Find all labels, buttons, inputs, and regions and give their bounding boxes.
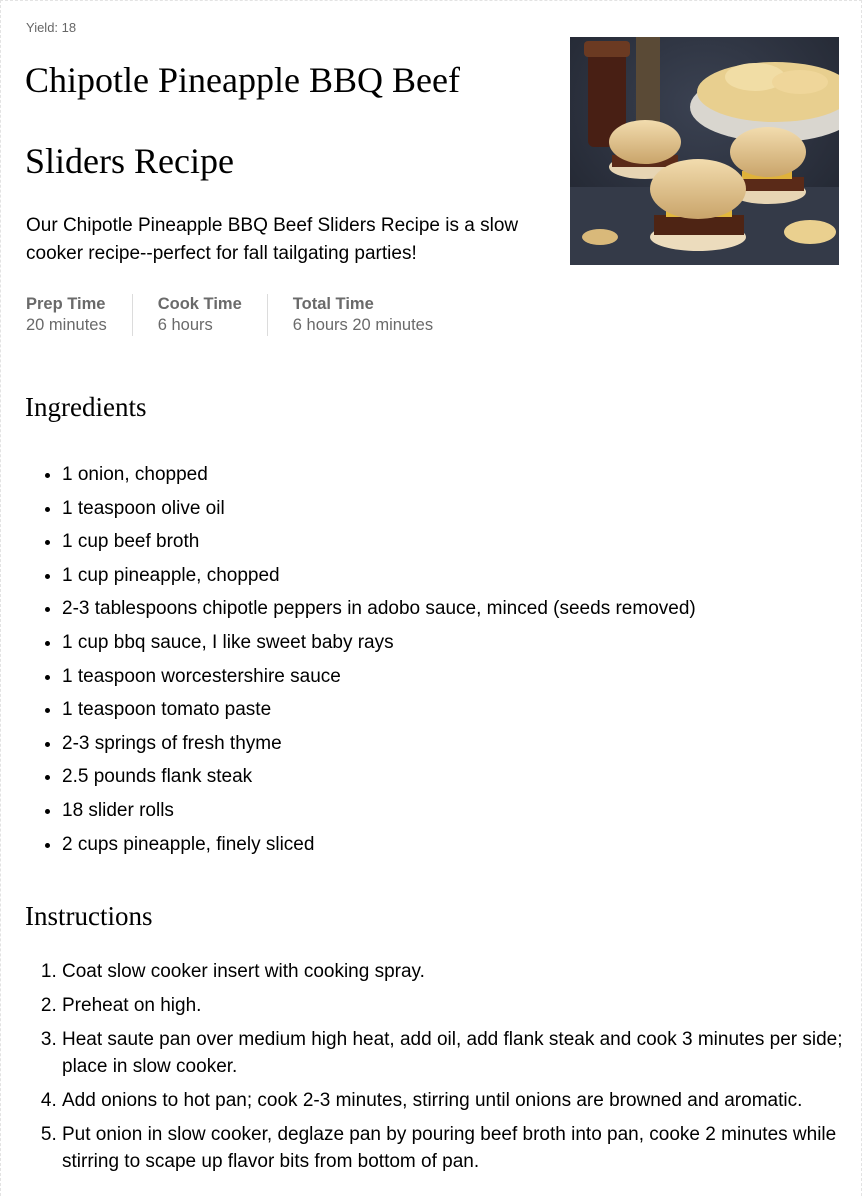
time-value: 20 minutes	[26, 316, 107, 334]
ingredient-item: • 1 onion, chopped	[62, 458, 862, 492]
ingredients-list	[26, 458, 862, 861]
ingredient-item: • 1 cup bbq sauce, I like sweet baby rays	[62, 626, 862, 660]
ingredient-item: • 1 teaspoon worcestershire sauce	[62, 660, 862, 694]
time-value: 6 hours	[157, 316, 213, 334]
recipe-title: Chipotle Pineapple BBQ Beef Sliders Recipe	[25, 60, 460, 181]
ingredient-item: • 1 cup pineapple, chopped	[62, 559, 862, 593]
time-value: 6 hours 20 minutes	[292, 316, 434, 334]
ingredient-item: • 1 teaspoon tomato paste	[62, 693, 862, 727]
total-time	[267, 294, 458, 336]
ingredient-item: • 2-3 tablespoons chipotle peppers in adobo sauce, minced (seeds removed)	[62, 592, 862, 626]
instruction-step: 5. Put onion in slow cooker, deglaze pan by pouring beef broth into pan, cooke 2 minutes while stirring to scape up flavor bits from bottom of pan.	[62, 1121, 862, 1175]
ingredient-item: • 1 teaspoon olive oil	[62, 492, 862, 526]
ingredient-item: • 2.5 pounds flank steak	[62, 760, 862, 794]
recipe-times	[26, 294, 458, 336]
sliders-photo-illustration	[570, 37, 839, 265]
ingredient-item: • 18 slider rolls	[62, 794, 862, 828]
instructions-heading: Instructions	[25, 901, 153, 931]
time-label: Prep Time	[26, 295, 106, 313]
instructions-list	[26, 958, 862, 1182]
ingredient-item: • 2-3 springs of fresh thyme	[62, 727, 862, 761]
recipe-photo	[570, 37, 839, 265]
ingredient-item: • 1 cup beef broth	[62, 525, 862, 559]
recipe-yield: Yield: 18	[26, 20, 77, 35]
instruction-step: 2. Preheat on high.	[62, 992, 862, 1019]
prep-time	[26, 294, 132, 336]
instruction-step: 4. Add onions to hot pan; cook 2-3 minutes, stirring until onions are browned and aromatic.	[62, 1087, 862, 1114]
instruction-step: 1. Coat slow cooker insert with cooking spray.	[62, 958, 862, 985]
ingredient-item: • 2 cups pineapple, finely sliced	[62, 828, 862, 862]
ingredients-heading: Ingredients	[25, 392, 147, 422]
recipe-description: Our Chipotle Pineapple BBQ Beef Sliders Recipe is a slow cooker recipe--perfect for fall tailgating parties!	[26, 215, 519, 264]
time-label: Total Time	[292, 295, 374, 313]
instruction-step: 3. Heat saute pan over medium high heat, add oil, add flank steak and cook 3 minutes per side; place in slow cooker.	[62, 1026, 862, 1080]
cook-time	[132, 294, 267, 336]
time-label: Cook Time	[157, 295, 242, 313]
